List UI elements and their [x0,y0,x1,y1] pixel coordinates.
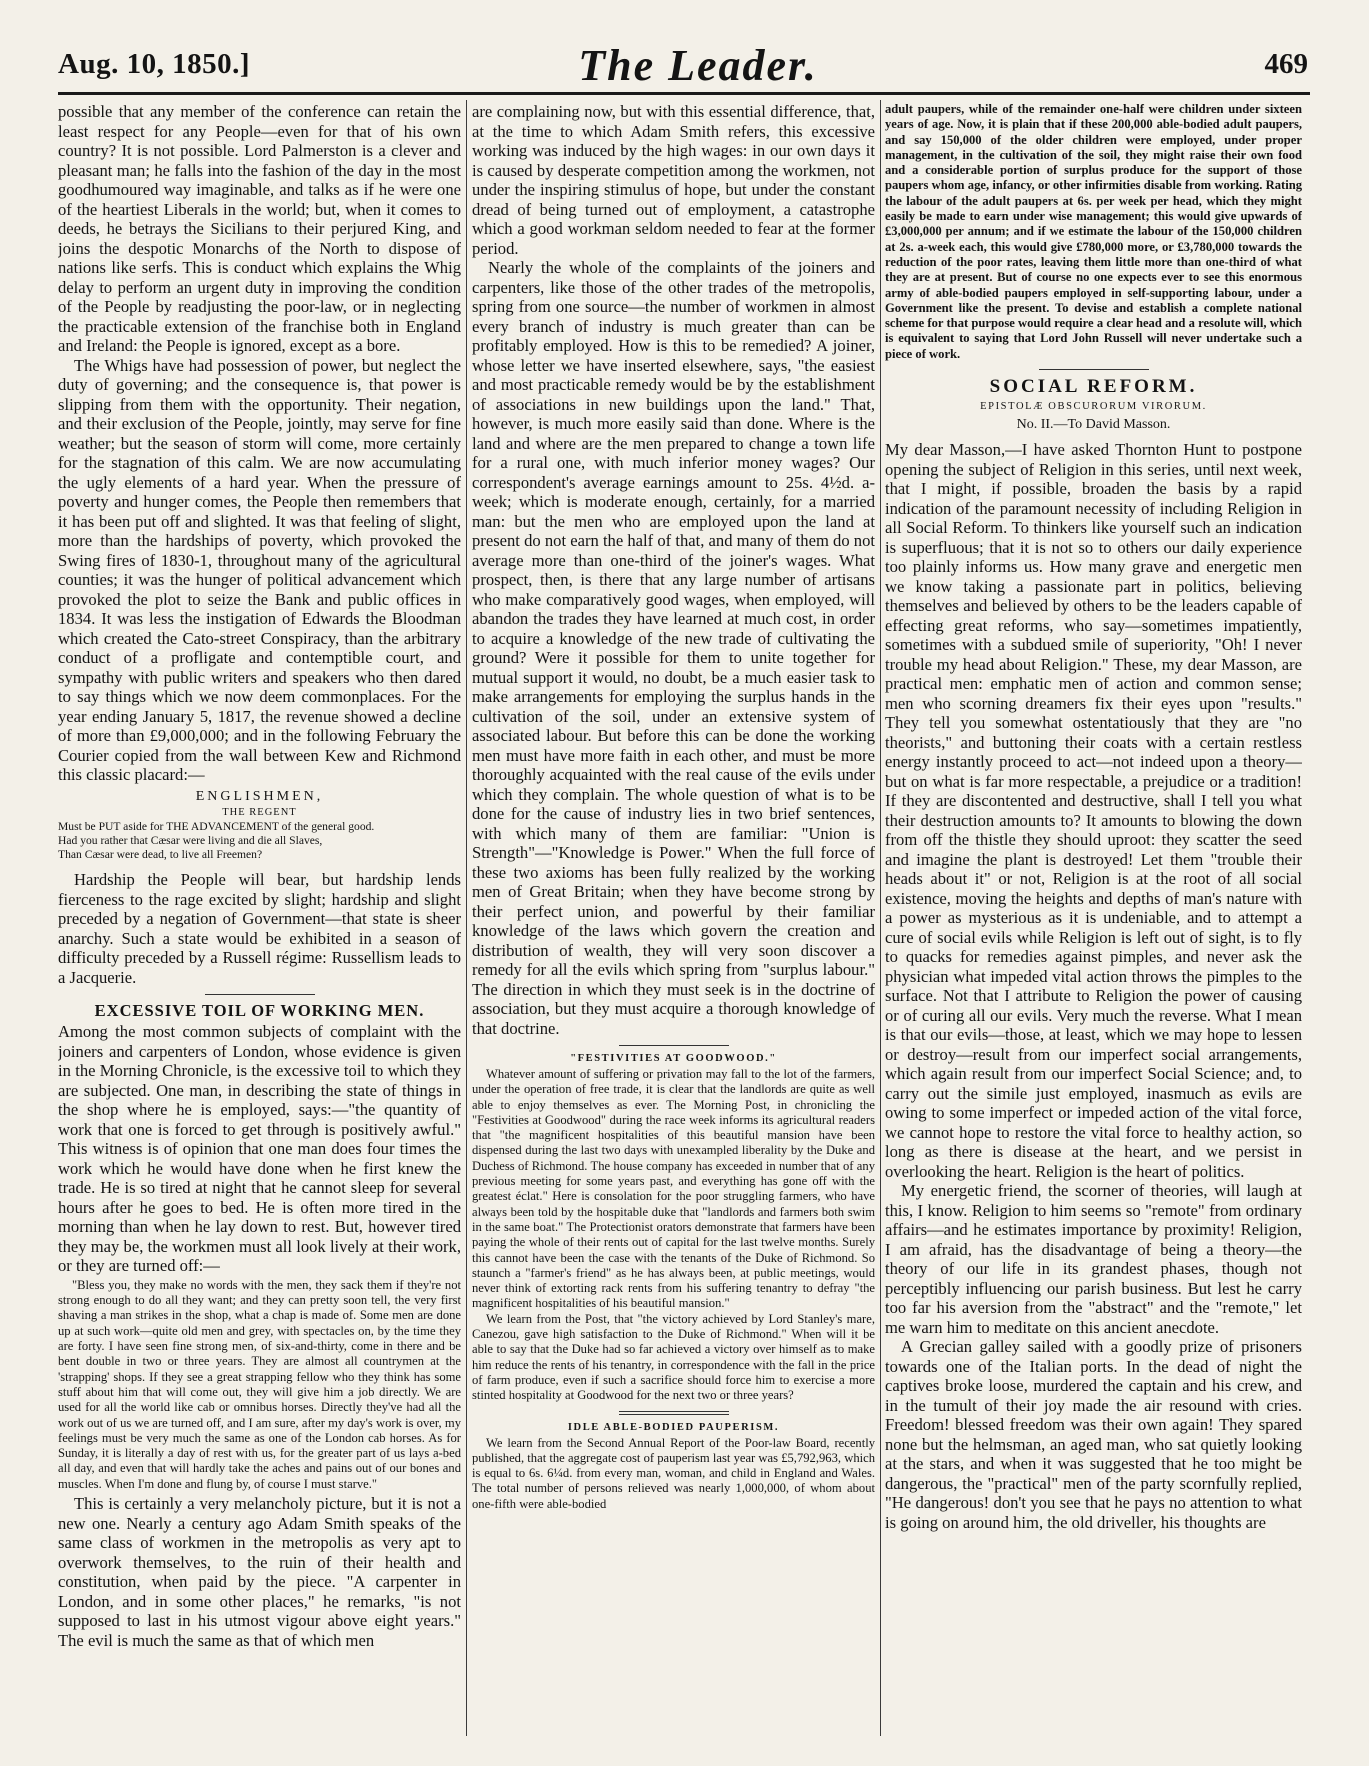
section-divider [205,994,315,995]
paragraph: A Grecian galley sailed with a goodly prize of prisoners towards one of the Italian ports. In the dead of night the captives broke loose, murdered the captain and his crew, and in the tumult of their joy made the air resound with cries. Freedom! blessed freedom was their own again! They spared none but the helmsman, an aged man, who sat quietly looking at the stars, and when it was suggested that he too might be dangerous, the "practical" men of the party scornfully replied, "He dangerous! don't you see that he pays no attention to what is going on around him, the old driveller, his thoughts are [885,1337,1302,1532]
column-1 [58,102,461,1734]
article-subheading: No. II.—To David Masson. [1016,417,1171,433]
article-heading: IDLE ABLE-BODIED PAUPERISM. [567,1421,780,1433]
placard-line: Had you rather that Cæsar were living and die all Slaves, [58,833,323,847]
paragraph: We learn from the Post, that "the victory achieved by Lord Stanley's mare, Canezou, gave high satisfaction to the Duke of Richmond." When will it be able to say that the Duke had so far achieved a victory over himself as to make him reduce the rents of his tenantry, in correspondence with the fall in the price of farm produce, even if such a sacrifice should force him to exercise a more stinted hospitality at Goodwood for the next two or three years? [472,1311,875,1403]
paragraph: are complaining now, but with this essential difference, that, at the time to which Adam Smith refers, this excessive working was induced by the high wages: in our own days it is caused by desperate competition among the workmen, not under the inspiring stimulus of hope, but under the constant dread of being turned out of employment, a catastrophe which a good workman seldom needed to fear at the former period. [472,102,875,258]
section-divider [619,1411,729,1415]
paragraph: This is certainly a very melancholy picture, but it is not a new one. Nearly a century ago Adam Smith speaks of the same class of workmen in the metropolis as very apt to overwork themselves, to the ruin of their health and constitution, when paid by the piece. "A carpenter in London, and in some other places," he remarks, "is not supposed to last in his utmost vigour above eight years." The evil is much the same as that of which men [58,1494,461,1650]
article-heading: "FESTIVITIES AT GOODWOOD." [570,1053,777,1064]
masthead-rule [58,92,1310,95]
placard-line: Must be PUT aside for THE ADVANCEMENT of the general good. [58,819,375,833]
paragraph: Whatever amount of suffering or privation may fall to the lot of the farmers, under the operation of free trade, it is clear that the landlords are quite as well able to enjoy themselves as ever. The Morning Post, in chronicling the "Festivities at Goodwood" during the race week informs its agricultural readers that "the magnificent hospitalities of this beautiful mansion have been dispensed during the last two days with unexampled liberality by the Duke and Duchess of Richmond. The house company has exceeded in number that of any previous meeting for some years past, and everything has gone off with the greatest éclat." Here is consolation for the poor struggling farmers, who have always been told by the hospitable duke that "landlords and farmers both swim in the same boat." The Protectionist orators demonstrate that farmers have been paying the whole of their rents out of capital for the last twelve months. Surely this cannot have been the case with the tenants of the Duke of Richmond. So staunch a "farmer's friend" as he has always been, at public meetings, would never think of extorting rack rents from his suffering tenantry to defray "the magnificent hospitalities of his beautiful mansion." [472,1067,875,1311]
issue-date: Aug. 10, 1850.] [58,48,250,80]
section-divider [1039,369,1149,370]
placard-heading: ENGLISHMEN, [195,788,324,804]
paragraph: Hardship the People will bear, but hardship lends fierceness to the rage excited by slight; hardship and slight preceded by a negation of Government—that state is sheer anarchy. Such a state would be exhibited in a season of difficulty preceded by a Russell régime: Russellism leads to a Jacquerie. [58,870,461,987]
page-number: 469 [1264,48,1308,80]
paragraph: Among the most common subjects of complaint with the joiners and carpenters of London, whose evidence is given in the Morning Chronicle, is the excessive toil to which they are subjected. One man, in describing the state of things in the shop where he is employed, says:—"the quantity of work that one is forced to get through is positively awful." This witness is of opinion that one man does four times the work which he would have done when he first knew the trade. He is so tired at night that he cannot sleep for several hours after he goes to bed. He is often more tired in the morning than when he lay down to rest. But, however tired they may be, the workmen must all look lively at their work, or they are turned off:— [58,1022,461,1276]
paragraph: We learn from the Second Annual Report of the Poor-law Board, recently published, that the aggregate cost of pauperism last year was £5,792,963, which is equal to 6s. 6¼d. from every man, woman, and child in England and Wales. The total number of persons relieved was nearly 1,000,000, of whom about one-fifth were able-bodied [472,1435,875,1511]
column-rule [880,100,881,1736]
quoted-testimony: "Bless you, they make no words with the men, they sack them if they're not strong enough to do all they want; and they can pretty soon tell, the very first shaving a man strikes in the shop, what a chap is made of. Some men are done up at such work—quite old men and grey, with spectacles on, by the time they are forty. I have seen fine strong men, of six-and-thirty, come in there and be bent double in two or three years. They are almost all countrymen at the 'strapping' shops. If they see a great strapping fellow who they think has some stuff about him that will come out, they will give him a job directly. We are used for all the world like cab or omnibus horses. Directly they've had all the work out of us we are turned off, and I am sure, after my day's work is over, my feelings must be very much the same as one of the London cab horses. As for Sunday, it is literally a day of rest with us, for the greater part of us lays a-bed all day, and even that will hardly take the aches and pains out of our bones and muscles. When I'm done and flung by, of course I must starve." [58,1277,461,1491]
placard-line: Than Cæsar were dead, to live all Freemen? [58,848,263,862]
paragraph: My dear Masson,—I have asked Thornton Hunt to postpone opening the subject of Religion in this series, until next week, that I might, if possible, broaden the basis by a rapid indication of the paramount necessity of including Religion in all Social Reform. To thinkers like yourself such an indication is superfluous; that it is not so to others our daily experience too plainly informs us. How many grave and energetic men we know taking a passionate part in politics, believing themselves and believed by others to be the leaders capable of effecting great reforms, who say—sometimes impatiently, sometimes with a subdued smile of superiority, "Oh! I never trouble my head about Religion." These, my dear Masson, are practical men: emphatic men of action and common sense; men who scorning dreamers fix their eyes upon "results." They tell you somewhat ostentatiously that they are "no theorists," and buttoning their coats with a certain restless energy instantly proceed to act—not indeed upon a theory—but on what is far more respectable, a prejudice or a tradition! If they are discontented and destructive, shall I tell you what their destruction amounts to? It amounts to blowing the down from off the thistle they should uproot: they scatter the seed and imagine the plant is destroyed! Let them "trouble their heads about it" or not, Religion is at the root of all social existence, moving the heights and depths of man's nature with a power as mysterious as it is undeniable, and to attempt a cure of social evils while Religion is left out of sight, is to fly to quacks for remedies against pimples, and never ask the physician what impeded vital action throws the pimples to the surface. Not that I attribute to Religion the power of causing or of curing all our evils. Very much the reverse. What I mean is that our evils—those, at least, which we may hope to lessen or destroy—result from our imperfect social arrangements, which again result from our imperfect Social Science; and, to carry out the simile just employed, inasmuch as evils are owing to some imperfect or impeded action of the vital force, we cannot hope to restore the vital force to healthy action, so long as there is disease at the heart, and we persist in overlooking the heart. Religion is the heart of politics. [885,440,1302,1181]
article-subheading: EPISTOLÆ OBSCURORUM VIRORUM. [980,401,1207,413]
placard [58,788,461,863]
article-heading: SOCIAL REFORM. [989,376,1198,398]
section-divider [619,1045,729,1046]
article-heading: EXCESSIVE TOIL OF WORKING MEN. [94,1001,425,1021]
placard-subheading: THE REGENT [222,806,297,818]
column-rule [466,100,467,1736]
column-3 [885,102,1302,1734]
paragraph: adult paupers, while of the remainder one-half were children under sixteen years of age. Now, it is plain that if these 200,000 able-bodied adult paupers, and say 150,000 of the older children were employed, under proper management, in the cultivation of the soil, they might raise their own food and a considerable portion of surplus produce for the support of those paupers whom age, infancy, or other infirmities disable from working. Rating the labour of the adult paupers at 6s. per week per head, which they might easily be made to earn under wise management; this would give upwards of £3,000,000 per annum; and if we estimate the labour of the 150,000 children at 2s. a-week each, this would give £780,000 more, or £3,780,000 towards the reduction of the poor rates, leaving them little more than one-third of what they are at present. But of course no one expects ever to see this enormous army of able-bodied paupers employed in self-supporting labour, under a Government like the present. To devise and establish a complete national scheme for that purpose would require a clear head and a resolute will, which is equivalent to saying that Lord John Russell will never undertake such a piece of work. [885,102,1302,361]
newspaper-title: The Leader. [578,41,818,90]
paragraph: The Whigs have had possession of power, but neglect the duty of governing; and the consequence is, that power is slipping from them with the opportunity. Their negation, and their exclusion of the People, jointly, may serve for fine weather; but the season of storm will come, more certainly for the stagnation of this calm. We are now accumulating the ugly elements of a hard year. When the pressure of poverty and hunger comes, the People then remembers that it has been put off and slighted. It was that feeling of slight, more than the hardships of poverty, which provoked the Swing fires of 1830-1, throughout many of the agricultural counties; it was the hunger of political advancement which provoked the plot to seize the Bank and public offices in 1834. It was less the instigation of Edwards the Bloodman which created the Cato-street Conspiracy, than the arbitrary conduct of a profligate and contemptible court, and sympathy with public writers and speakers who then dared to say things which we now deem commonplaces. For the year ending January 5, 1817, the revenue showed a decline of more than £9,000,000; and in the following February the Courier copied from the wall between Kew and Richmond this classic placard:— [58,355,461,784]
paragraph: Nearly the whole of the complaints of the joiners and carpenters, like those of the other trades of the metropolis, spring from one source—the number of workmen in almost every branch of industry is much greater than can be profitably employed. How is this to be remedied? A joiner, whose letter we have inserted elsewhere, says, "the easiest and most practicable remedy would be by the establishment of associations in new buildings upon the land." That, however, is much more easily said than done. Where is the land and where are the men prepared to change a town life for a rural one, with much inferior money wages? Our correspondent's average earnings amount to 25s. 4½d. a-week; which is moderate enough, certainly, for a married man: but the men who are employed upon the land at present do not earn the half of that, and many of them do not average more than one-third of the joiner's wages. What prospect, then, is there that any large number of artisans who make comparatively good wages, when employed, will abandon the trades they have learned at much cost, in order to acquire a knowledge of the new trade of cultivating the ground? Were it possible for them to unite together for mutual support it would, no doubt, be a much easier task to make arrangements for employing the surplus hands in the cultivation of the soil, under an extensive system of associated labour. But before this can be done the working men must have more faith in each other, and must be more thoroughly acquainted with the real cause of the evils under which they complain. The whole question of what is to be done for the cause of industry lies in two brief sentences, with which many of them are familiar: "Union is Strength"—"Knowledge is Power." When the full force of these two axioms has been fully realized by the working men of Great Britain; when they have become strong by their perfect union, and powerful by their familiar knowledge of the laws which govern the creation and distribution of wealth, they will very soon discover a remedy for all the evils which spring from "surplus labour." The direction in which they must seek is in the doctrine of association, but they must acquire a thorough knowledge of that doctrine. [472,258,875,1038]
paragraph: My energetic friend, the scorner of theories, will laugh at this, I know. Religion to him seems so "remote" from ordinary affairs—and he estimates importance by proximity! Religion, I am afraid, has the disadvantage of being a theory—the theory of our life in its grandest phases, though not perceptibly influencing our parish business. But lest he carry too far his aversion from the "abstract" and the "remote," let me warn him to meditate on this ancient anecdote. [885,1181,1302,1337]
column-2 [472,102,875,1734]
paragraph: possible that any member of the conference can retain the least respect for any People—even for that of his own country? It is not possible. Lord Palmerston is a clever and pleasant man; he falls into the fashion of the day in the most goodhumoured way imaginable, and talks as if he were one of the heartiest Liberals in the world; but, when it comes to deeds, he betrays the Sicilians to their perjured King, and joins the despotic Monarchs of the North to dispose of nations like serfs. This is conduct which explains the Whig delay to perform an urgent duty in improving the condition of the People by readjusting the poor-law, or in neglecting the practicable extension of the franchise both in England and Ireland: the People is ignored, except as a bore. [58,102,461,355]
